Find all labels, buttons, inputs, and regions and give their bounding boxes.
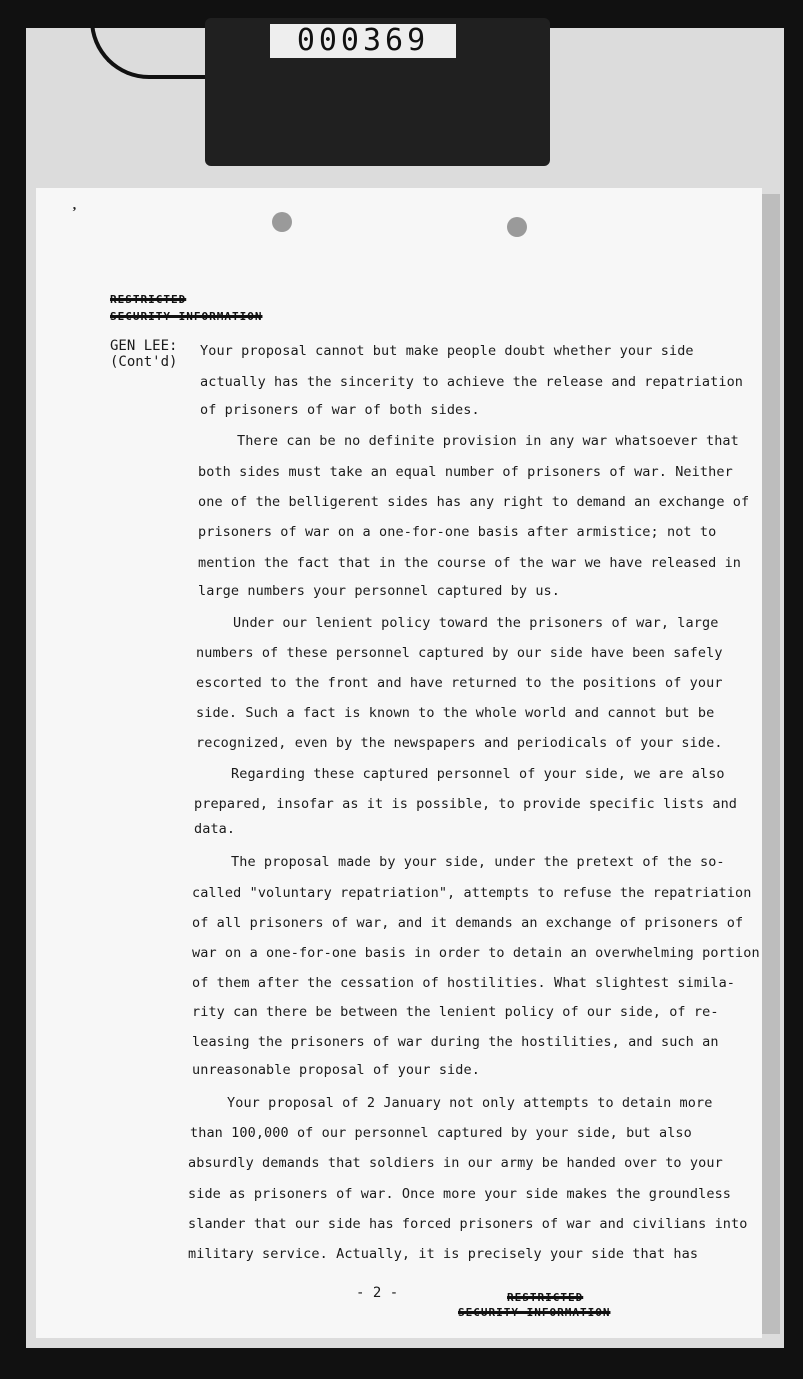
text-line: rity can there be between the lenient policy of our side, of re- <box>192 1004 719 1020</box>
text-line: of all prisoners of war, and it demands an exchange of prisoners of <box>192 915 744 931</box>
text-line: data. <box>194 821 236 837</box>
text-line: of prisoners of war of both sides. <box>200 402 480 418</box>
text-line: war on a one-for-one basis in order to detain an overwhelming portion <box>192 945 760 961</box>
text-line: both sides must take an equal number of prisoners of war. Neither <box>198 464 733 480</box>
text-line: military service. Actually, it is precisely your side that has <box>188 1246 699 1262</box>
text-line: than 100,000 of our personnel captured by your side, but also <box>190 1125 692 1141</box>
frame-counter-digits: 000369 <box>270 24 456 58</box>
text-line: side as prisoners of war. Once more your side makes the groundless <box>188 1186 732 1202</box>
footer-restricted-stamp: RESTRICTED <box>507 1291 584 1304</box>
text-line: called "voluntary repatriation", attempts to refuse the repatriation <box>192 885 752 901</box>
text-line: side. Such a fact is known to the whole world and cannot but be <box>196 705 715 721</box>
header-restricted-stamp: RESTRICTED <box>110 293 187 306</box>
text-line: slander that our side has forced prisoners of war and civilians into <box>188 1216 748 1232</box>
text-line: Under our lenient policy toward the prisoners of war, large <box>233 615 719 631</box>
stray-mark: ʼ <box>72 205 77 220</box>
text-line: one of the belligerent sides has any right to demand an exchange of <box>198 494 750 510</box>
text-line: numbers of these personnel captured by our side have been safely <box>196 645 723 661</box>
text-line: prisoners of war on a one-for-one basis after armistice; not to <box>198 524 717 540</box>
text-line: Your proposal cannot but make people doubt whether your side <box>200 343 694 359</box>
text-line: unreasonable proposal of your side. <box>192 1062 480 1078</box>
text-line: Your proposal of 2 January not only attempts to detain more <box>227 1095 713 1111</box>
text-line: escorted to the front and have returned to the positions of your <box>196 675 723 691</box>
speaker-label <box>110 338 190 370</box>
punch-hole-right <box>507 217 527 237</box>
footer-security-stamp: SECURITY INFORMATION <box>458 1306 611 1319</box>
text-line: Regarding these captured personnel of your side, we are also <box>231 766 725 782</box>
text-line: recognized, even by the newspapers and periodicals of your side. <box>196 735 723 751</box>
text-line: The proposal made by your side, under the pretext of the so- <box>231 854 725 870</box>
text-line: absurdly demands that soldiers in our army be handed over to your <box>188 1155 723 1171</box>
text-line: of them after the cessation of hostilities. What slightest simila- <box>192 975 736 991</box>
speaker-continued: (Cont'd) <box>110 354 178 370</box>
page-number: - 2 - <box>356 1285 399 1301</box>
text-line: There can be no definite provision in any war whatsoever that <box>237 433 739 449</box>
text-line: large numbers your personnel captured by us. <box>198 583 561 599</box>
text-line: prepared, insofar as it is possible, to provide specific lists and <box>194 796 738 812</box>
text-line: actually has the sincerity to achieve the release and repatriation <box>200 374 744 390</box>
text-line: mention the fact that in the course of the war we have released in <box>198 555 742 571</box>
punch-hole-left <box>272 212 292 232</box>
text-line: leasing the prisoners of war during the hostilities, and such an <box>192 1034 719 1050</box>
speaker-name: GEN LEE: <box>110 338 178 354</box>
header-security-stamp: SECURITY INFORMATION <box>110 310 263 323</box>
page-shadow <box>762 194 780 1334</box>
